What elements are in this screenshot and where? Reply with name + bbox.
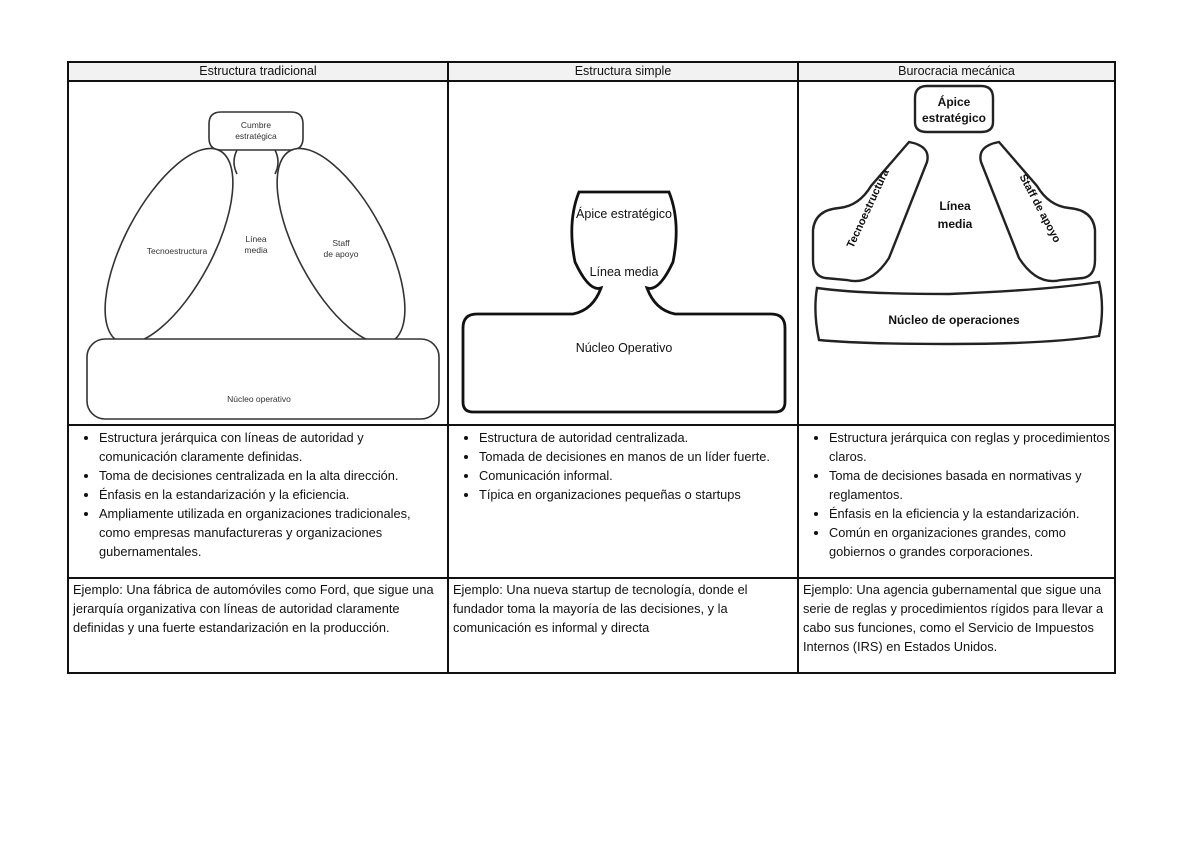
header-row — [68, 62, 1115, 81]
mechanical-middle-line-label-1: Línea — [939, 199, 971, 213]
operating-core-label: Núcleo operativo — [227, 394, 291, 404]
mechanical-staff-label: Staff de apoyo — [1016, 172, 1063, 245]
mechanical-technostructure-label: Tecnoestructura — [844, 167, 892, 250]
list-item: • Toma de decisiones centralizada en la alta dirección. — [99, 466, 443, 485]
bullet-list — [449, 428, 797, 504]
mechanical-apex-shape — [915, 86, 993, 132]
bullet-list — [69, 428, 447, 561]
list-item: • Estructura jerárquica con reglas y procedimientos claros. — [829, 428, 1110, 466]
staff-label-2: de apoyo — [323, 249, 359, 259]
technostructure-label: Tecnoestructura — [146, 246, 208, 256]
apex-label-1: Cumbre — [240, 120, 272, 130]
list-item: • Tomada de decisiones en manos de un líder fuerte. — [479, 447, 793, 466]
simple-diagram-cell — [448, 81, 798, 425]
simple-apex-label: Ápice estratégico — [576, 207, 672, 221]
middle-line-label-1: Línea — [245, 234, 267, 244]
header-mechanical: Burocracia mecánica — [798, 62, 1115, 81]
simple-structure-diagram — [449, 82, 797, 424]
simple-structure-outline — [463, 192, 785, 412]
traditional-structure-diagram — [69, 82, 447, 424]
traditional-example: Ejemplo: Una fábrica de automóviles como Ford, que sigue una jerarquía organizativa con líneas de autoridad claramente definidas y una fuerte estandarización en la producción. — [68, 578, 448, 673]
staff-label-1: Staff — [332, 238, 350, 248]
simple-operating-core-label: Núcleo Operativo — [575, 341, 673, 355]
mechanical-middle-line-label-2: media — [937, 217, 973, 231]
diagram-row — [68, 81, 1115, 425]
list-item: • Énfasis en la estandarización y la eficiencia. — [99, 485, 443, 504]
list-item: • Estructura de autoridad centralizada. — [479, 428, 793, 447]
list-item: • Común en organizaciones grandes, como gobiernos o grandes corporaciones. — [829, 523, 1110, 561]
list-item: • Toma de decisiones basada en normativas y reglamentos. — [829, 466, 1110, 504]
comparison-table — [67, 61, 1116, 674]
list-item: • Estructura jerárquica con líneas de autoridad y comunicación claramente definidas. — [99, 428, 443, 466]
mechanical-bureaucracy-diagram — [799, 82, 1114, 424]
header-simple: Estructura simple — [448, 62, 798, 81]
mechanical-operating-core-label: Núcleo de operaciones — [888, 313, 1020, 327]
simple-middle-line-label: Línea media — [589, 265, 659, 279]
bullet-list — [799, 428, 1114, 561]
example-row — [68, 578, 1115, 673]
operating-core-shape — [87, 339, 439, 419]
mechanical-example: Ejemplo: Una agencia gubernamental que sigue una serie de reglas y procedimientos rígidos para llevar a cabo sus funciones, como el Servicio de Impuestos Internos (IRS) en Estados Unidos. — [798, 578, 1115, 673]
apex-label-2: estratégica — [235, 131, 277, 141]
mechanical-apex-label-1: Ápice — [937, 95, 971, 109]
list-item: • Típica en organizaciones pequeñas o startups — [479, 485, 793, 504]
middle-line-label-2: media — [244, 245, 268, 255]
traditional-diagram-cell — [68, 81, 448, 425]
mechanical-diagram-cell — [798, 81, 1115, 425]
simple-characteristics — [448, 425, 798, 578]
header-traditional: Estructura tradicional — [68, 62, 448, 81]
characteristics-row — [68, 425, 1115, 578]
traditional-characteristics — [68, 425, 448, 578]
simple-example: Ejemplo: Una nueva startup de tecnología, donde el fundador toma la mayoría de las decisiones, y la comunicación es informal y directa — [448, 578, 798, 673]
list-item: • Ampliamente utilizada en organizaciones tradicionales, como empresas manufactureras y organizaciones gubernamentales. — [99, 504, 443, 561]
list-item: • Énfasis en la eficiencia y la estandarización. — [829, 504, 1110, 523]
mechanical-characteristics — [798, 425, 1115, 578]
list-item: • Comunicación informal. — [479, 466, 793, 485]
mechanical-apex-label-2: estratégico — [921, 111, 987, 125]
